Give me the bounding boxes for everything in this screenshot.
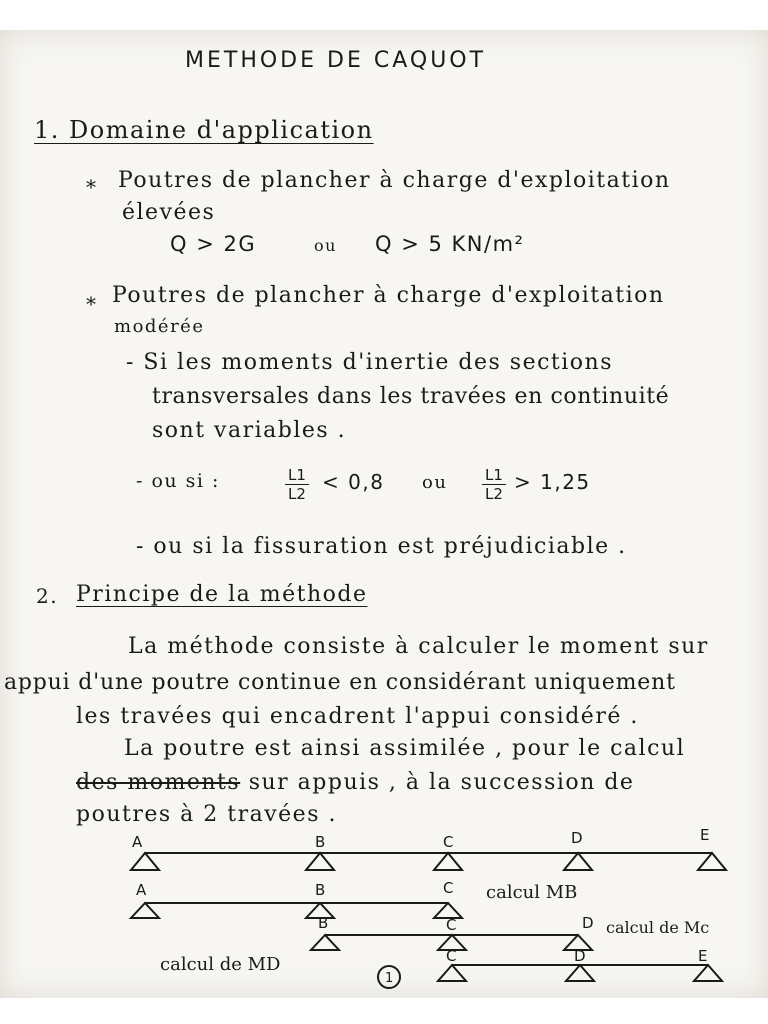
bullet1-line1: Poutres de plancher à charge d'exploitation bbox=[118, 168, 671, 193]
row2-label-a: A bbox=[136, 881, 147, 899]
paragraph2-line1: La poutre est ainsi assimilée , pour le calcul bbox=[124, 736, 686, 761]
support-row4-d bbox=[566, 965, 594, 981]
section1-heading: 1. Domaine d'application bbox=[34, 116, 374, 144]
support-row2-a bbox=[131, 903, 159, 918]
condition-less-0-8: < 0,8 bbox=[322, 470, 385, 494]
support-row4-c bbox=[438, 965, 466, 981]
bullet1-line2: élevées bbox=[122, 200, 216, 225]
paragraph1-line2: appui d'une poutre continue en considérant uniquement bbox=[4, 670, 676, 695]
dash1-line1: - Si les moments d'inertie des sections bbox=[126, 350, 614, 375]
row1-label-e: E bbox=[700, 826, 710, 844]
support-row1-c bbox=[434, 853, 462, 870]
fraction1-denominator: L2 bbox=[288, 485, 306, 503]
condition-or: ou bbox=[314, 236, 337, 255]
bullet2-line1: Poutres de plancher à charge d'exploitation bbox=[112, 283, 665, 308]
bullet2-line2: modérée bbox=[114, 316, 205, 337]
paragraph1-line3: les travées qui encadrent l'appui considéré . bbox=[76, 704, 639, 729]
row1-label-a: A bbox=[132, 833, 143, 851]
row3-label-d: D bbox=[582, 914, 594, 932]
page-title: METHODE DE CAQUOT bbox=[185, 48, 487, 73]
support-row4-e bbox=[694, 965, 722, 981]
row1-label-b: B bbox=[315, 833, 326, 851]
bullet2-marker: * bbox=[86, 292, 98, 316]
support-row1-e bbox=[698, 853, 726, 870]
row2-label-b: B bbox=[315, 881, 326, 899]
support-row1-a bbox=[131, 853, 159, 870]
row1-label-c: C bbox=[443, 833, 454, 851]
row4-label-d: D bbox=[574, 947, 586, 965]
bullet1-marker: * bbox=[86, 175, 98, 199]
paragraph2-line2-rest: sur appuis , à la succession de bbox=[248, 770, 635, 795]
fraction2-denominator: L2 bbox=[485, 485, 503, 503]
row3-note: calcul de Mc bbox=[606, 918, 710, 937]
section2-heading: Principe de la méthode bbox=[76, 582, 368, 607]
dash3-fissuration: - ou si la fissuration est préjudiciable . bbox=[136, 534, 627, 559]
dash1-line3: sont variables . bbox=[152, 418, 347, 443]
paragraph1-line1: La méthode consiste à calculer le moment sur bbox=[128, 634, 709, 659]
section2-number: 2. bbox=[36, 584, 59, 608]
paragraph2-line3: poutres à 2 travées . bbox=[76, 802, 337, 827]
row1-label-d: D bbox=[571, 829, 583, 847]
row3-label-c: C bbox=[446, 916, 457, 934]
support-row1-d bbox=[564, 853, 592, 870]
condition-greater-1-25: > 1,25 bbox=[514, 470, 591, 494]
dash1-line2: transversales dans les travées en continuité bbox=[152, 384, 670, 409]
dash2-prefix: - ou si : bbox=[136, 470, 220, 492]
support-row3-b bbox=[311, 935, 339, 950]
row2-label-c: C bbox=[443, 879, 454, 897]
row4-label-e: E bbox=[698, 947, 708, 965]
condition-or-2: ou bbox=[422, 472, 448, 493]
support-row1-b bbox=[306, 853, 334, 870]
row2-note: calcul MB bbox=[486, 882, 578, 903]
fraction1-numerator: L1 bbox=[285, 466, 309, 485]
condition-q-2g: Q > 2G bbox=[170, 232, 257, 256]
page-number: 1 bbox=[385, 971, 394, 986]
row4-note: calcul de MD bbox=[160, 954, 281, 975]
struck-text: des moments bbox=[76, 770, 241, 795]
condition-q-5kn: Q > 5 KN/m² bbox=[375, 232, 525, 256]
row4-label-c: C bbox=[446, 947, 457, 965]
row3-label-b: B bbox=[318, 914, 329, 932]
fraction2-numerator: L1 bbox=[482, 466, 506, 485]
